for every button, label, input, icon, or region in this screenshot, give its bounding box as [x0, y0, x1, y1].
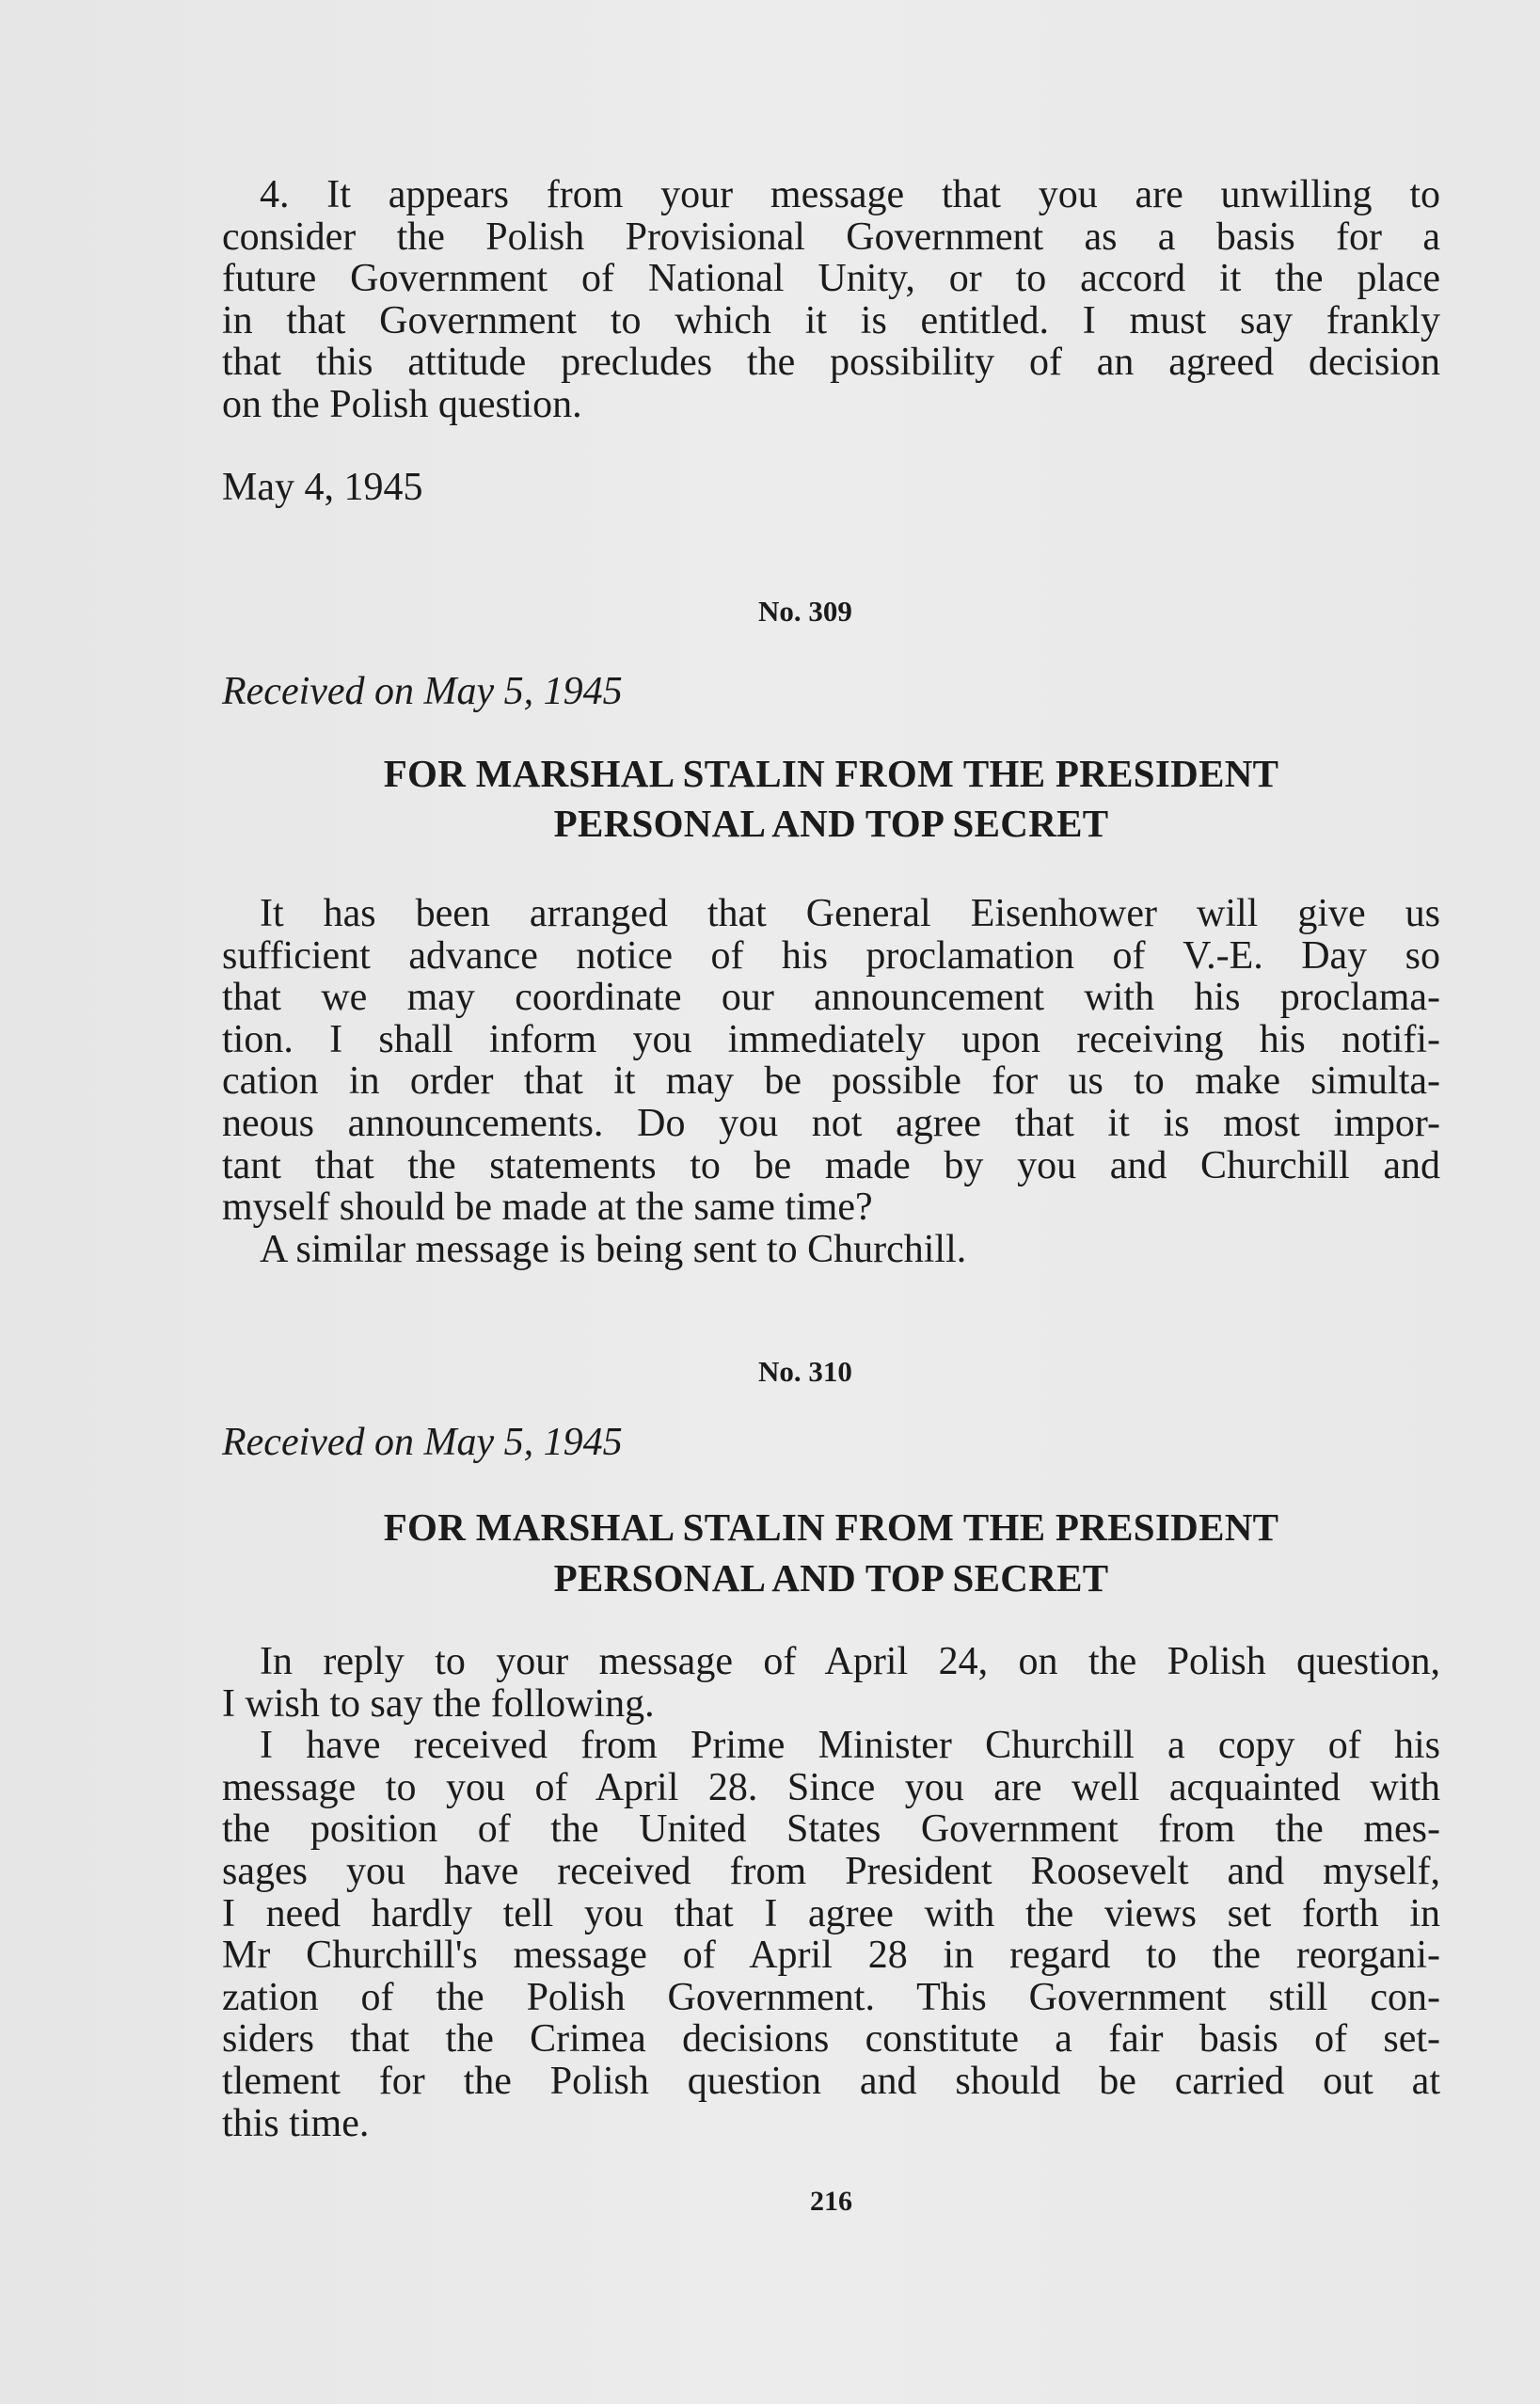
text-line: I wish to say the following.: [222, 1681, 655, 1726]
received-date-310: Received on May 5, 1945: [222, 1421, 623, 1464]
text-line: I need hardly tell you that I agree with the views set forth in: [222, 1891, 1440, 1935]
text-line: on the Polish question.: [222, 382, 582, 426]
text-line: It has been arranged that General Eisenhower will give us: [260, 892, 1440, 935]
received-date-309: Received on May 5, 1945: [222, 670, 623, 713]
text-line: In reply to your message of April 24, on the Polish question,: [260, 1640, 1440, 1683]
text-line: neous announcements. Do you not agree that it is most impor-: [222, 1101, 1440, 1145]
text-line: that we may coordinate our announcement with his proclama-: [222, 976, 1440, 1020]
text-line: message to you of April 28. Since you are well acquainted with: [222, 1765, 1440, 1809]
paragraph-4: [222, 174, 1440, 426]
page-number: 216: [810, 2186, 852, 2217]
text-line: Mr Churchill's message of April 28 in regard to the reorgani-: [222, 1934, 1440, 1978]
text-line: siders that the Crimea decisions constitute a fair basis of set-: [222, 2017, 1440, 2062]
text-line: sages you have received from President Roosevelt and myself,: [222, 1849, 1440, 1893]
text-line: in that Government to which it is entitled. I must say frankly: [222, 298, 1440, 342]
heading-309-line-1: FOR MARSHAL STALIN FROM THE PRESIDENT: [383, 752, 1279, 795]
text-line: this time.: [222, 2101, 370, 2145]
text-line: future Government of National Unity, or to accord it the place: [222, 257, 1440, 301]
heading-310-line-1: FOR MARSHAL STALIN FROM THE PRESIDENT: [383, 1505, 1279, 1549]
text-line: tion. I shall inform you immediately upon receiving his notifi-: [222, 1017, 1440, 1061]
body-310: [222, 1641, 1440, 2144]
text-line: 4. It appears from your message that you are unwilling to: [260, 173, 1440, 216]
text-line: tlement for the Polish question and should be carried out at: [222, 2059, 1440, 2103]
text-line: sufficient advance notice of his proclamation of V.-E. Day so: [222, 933, 1440, 978]
text-line: consider the Polish Provisional Government as a basis for a: [222, 215, 1440, 259]
text-line: I have received from Prime Minister Churchill a copy of his: [260, 1724, 1440, 1768]
document-number-310: No. 310: [758, 1355, 852, 1388]
text-line: myself should be made at the same time?: [222, 1186, 873, 1230]
text-line: zation of the Polish Government. This Government still con-: [222, 1975, 1440, 2019]
heading-310-line-2: PERSONAL AND TOP SECRET: [553, 1556, 1109, 1600]
body-309: [222, 893, 1440, 1270]
text-line: the position of the United States Government from the mes-: [222, 1807, 1440, 1852]
letter-date: May 4, 1945: [222, 466, 423, 509]
document-number-309: No. 309: [758, 595, 852, 628]
heading-309-line-2: PERSONAL AND TOP SECRET: [553, 802, 1109, 845]
text-line: tant that the statements to be made by you and Churchill and: [222, 1143, 1440, 1187]
text-line: cation in order that it may be possible for us to make simulta-: [222, 1059, 1440, 1104]
text-line: that this attitude precludes the possibility of an agreed decision: [222, 341, 1440, 385]
text-line: A similar message is being sent to Churchill.: [260, 1227, 967, 1271]
